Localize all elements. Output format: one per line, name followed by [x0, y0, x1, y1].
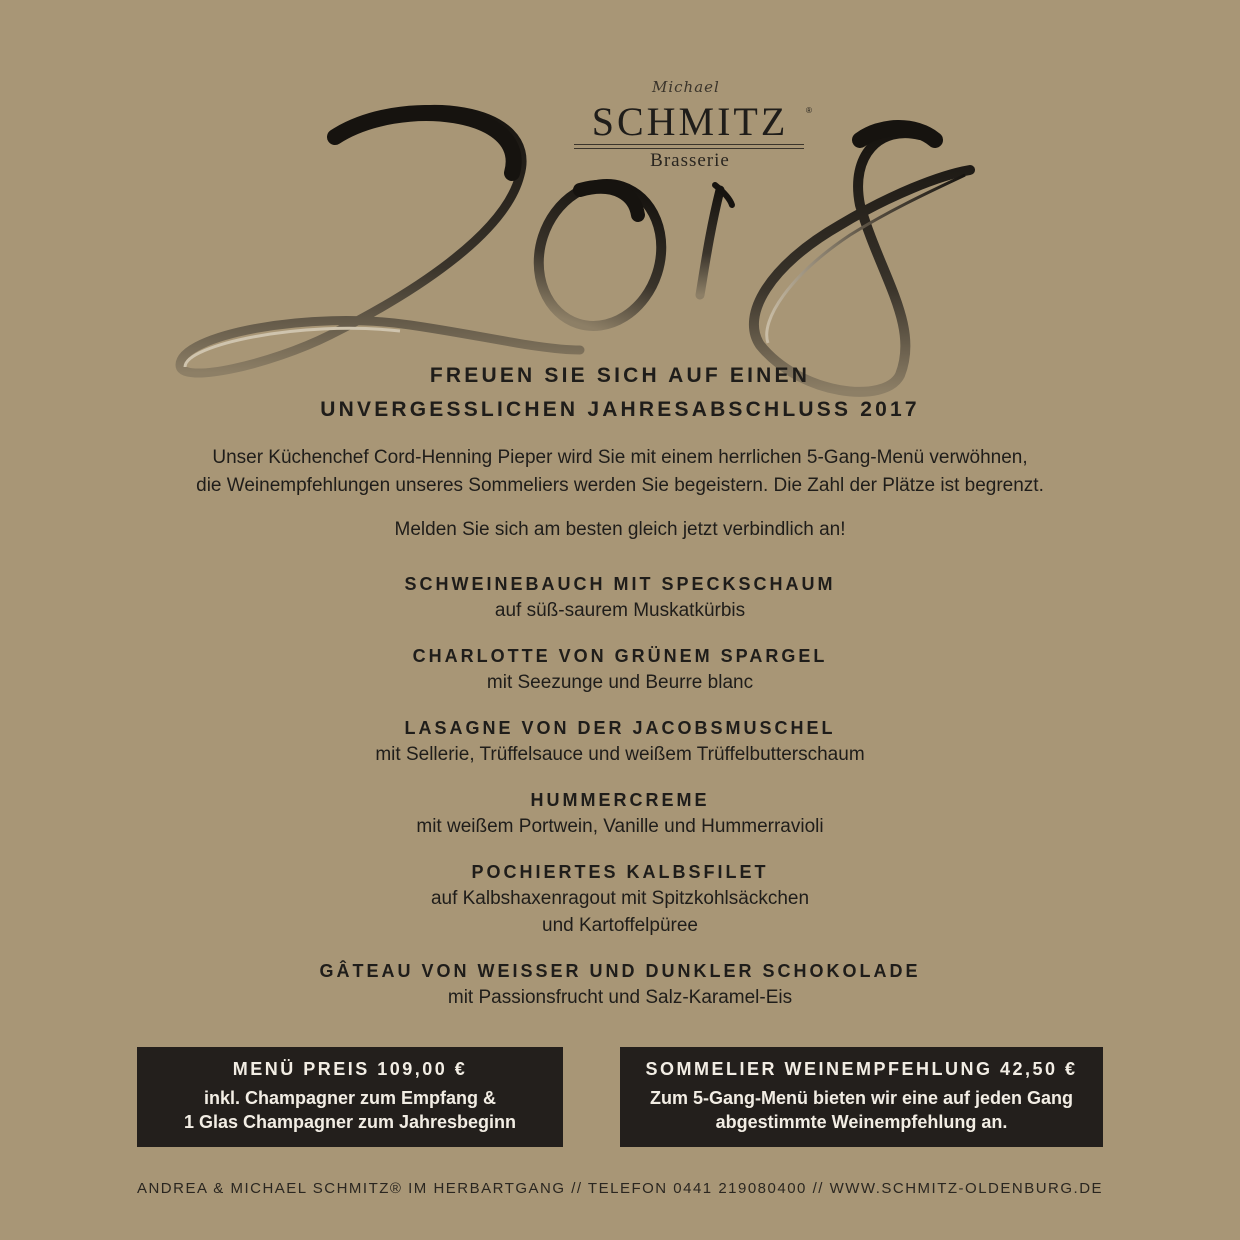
- digit-one-stroke: [700, 185, 732, 295]
- footer-contact: ANDREA & MICHAEL SCHMITZ® IM HERBARTGANG // TELEFON 0441 219080400 // WWW.SCHMITZ-OLDENBURG.DE: [136, 1180, 1104, 1197]
- course-title: CHARLOTTE VON GRÜNEM SPARGEL: [412, 646, 828, 666]
- logo-brand: SCHMITZ: [591, 99, 789, 144]
- digit-zero-stroke: [521, 168, 680, 342]
- course-description: auf süß-saurem Muskatkürbis: [494, 600, 746, 621]
- course-item: [0, 859, 1240, 939]
- course-description: mit weißem Portwein, Vanille und Hummerravioli: [416, 816, 824, 837]
- logo-subtitle: Brasserie: [650, 150, 730, 171]
- intro-line-2: die Weinempfehlungen unseres Sommeliers werden Sie begeistern. Die Zahl der Plätze ist begrenzt.: [196, 475, 1044, 496]
- menu-price-title: MENÜ PREIS 109,00 €: [232, 1059, 468, 1079]
- menu-price-detail-1: inkl. Champagner zum Empfang &: [203, 1088, 497, 1108]
- course-description: auf Kalbshaxenragout mit Spitzkohlsäckchen: [430, 888, 810, 909]
- call-to-action: Melden Sie sich am besten gleich jetzt verbindlich an!: [394, 519, 846, 540]
- wine-box-detail-1: Zum 5-Gang-Menü bieten wir eine auf jeden Gang: [649, 1088, 1074, 1108]
- headline-line-1: FREUEN SIE SICH AUF EINEN: [429, 364, 811, 387]
- course-description-continued: und Kartoffelpüree: [542, 915, 698, 936]
- intro-line-1: Unser Küchenchef Cord-Henning Pieper wird Sie mit einem herrlichen 5-Gang-Menü verwöhnen,: [212, 447, 1028, 468]
- brand-logo: [560, 78, 820, 178]
- course-description: mit Seezunge und Beurre blanc: [486, 672, 754, 693]
- logo-registered-mark: ®: [806, 106, 812, 115]
- course-title: POCHIERTES KALBSFILET: [471, 862, 769, 882]
- course-title: LASAGNE VON DER JACOBSMUSCHEL: [404, 718, 836, 738]
- menu-price-detail-2: 1 Glas Champagner zum Jahresbeginn: [183, 1112, 517, 1132]
- course-title: HUMMERCREME: [530, 790, 710, 810]
- course-description: mit Passionsfrucht und Salz-Karamel-Eis: [447, 987, 793, 1008]
- menu-price-box: [137, 1047, 563, 1147]
- wine-box-title: SOMMELIER WEINEMPFEHLUNG 42,50 €: [645, 1059, 1078, 1079]
- logo-rule-top: [574, 144, 804, 145]
- course-item: [0, 571, 1240, 624]
- course-description: mit Sellerie, Trüffelsauce und weißem Trüffelbutterschaum: [375, 744, 865, 765]
- course-item: [0, 787, 1240, 840]
- course-title: GÂTEAU VON WEISSER UND DUNKLER SCHOKOLADE: [319, 961, 921, 981]
- logo-rule-bottom: [574, 148, 804, 149]
- logo-signature: Michael: [652, 78, 720, 96]
- course-title: SCHWEINEBAUCH MIT SPECKSCHAUM: [404, 574, 836, 594]
- course-item: [0, 715, 1240, 768]
- wine-recommendation-box: [620, 1047, 1103, 1147]
- course-item: [0, 958, 1240, 1011]
- course-item: [0, 643, 1240, 696]
- headline-line-2: UNVERGESSLICHEN JAHRESABSCHLUSS 2017: [320, 398, 920, 421]
- wine-box-detail-2: abgestimmte Weinempfehlung an.: [715, 1112, 1008, 1132]
- digit-two-stroke: [180, 109, 580, 373]
